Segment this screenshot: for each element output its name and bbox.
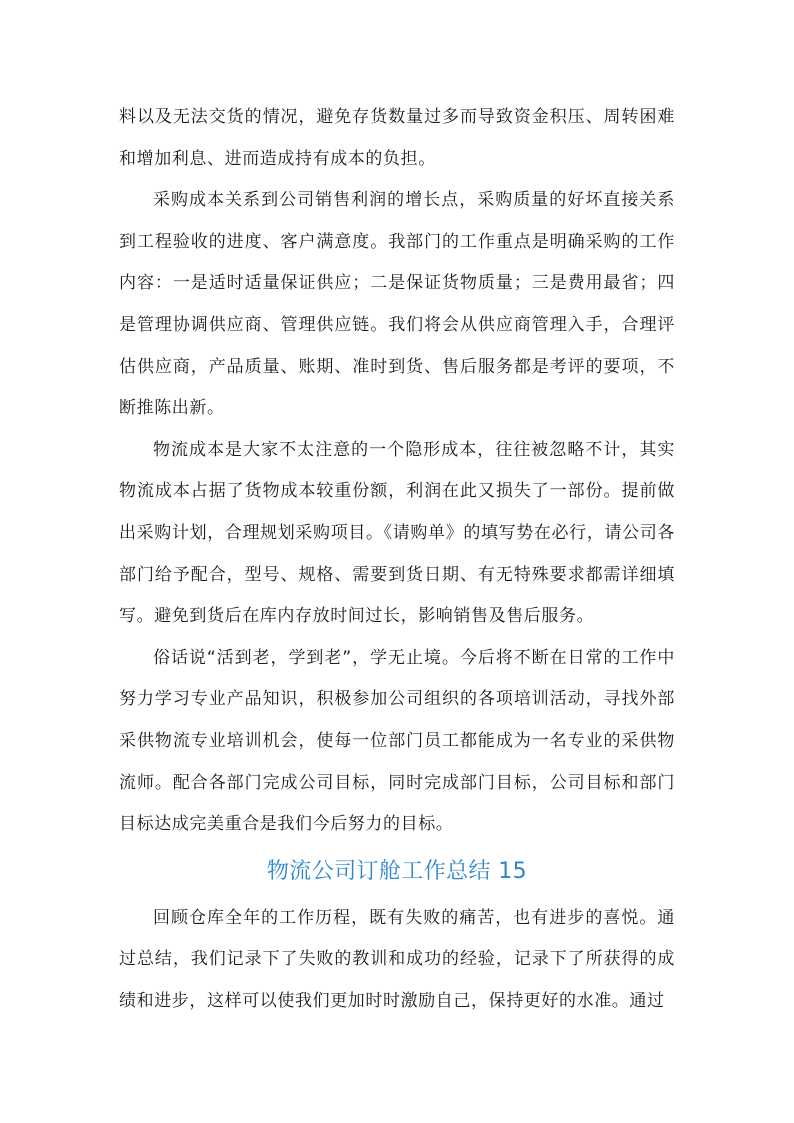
paragraph-5: 回顾仓库全年的工作历程，既有失败的痛苦，也有进步的喜悦。通过总结，我们记录下了失败的教训和成功的经验，记录下了所获得的成绩和进步，这样可以使我们更加时时激励自己，保持更好的水准。通过 (119, 907, 675, 1011)
paragraph-2: 采购成本关系到公司销售利润的增长点，采购质量的好坏直接关系到工程验收的进度、客户满意度。我部门的工作重点是明确采购的工作内容：一是适时适量保证供应；二是保证货物质量；三是费用最省；四是管理协调供应商、管理供应链。我们将会从供应商管理入手，合理评估供应商，产品质量、账期、准时到货、售后服务都是考评的要项，不断推陈出新。 (119, 190, 675, 419)
document-body (119, 97, 675, 1022)
paragraph-3: 物流成本是大家不太注意的一个隐形成本，往往被忽略不计，其实物流成本占据了货物成本较重份额，利润在此又损失了一部份。提前做出采购计划，合理规划采购项目。《请购单》的填写势在必行，请公司各部门给予配合，型号、规格、需要到货日期、有无特殊要求都需详细填写。避免到货后在库内存放时间过长，影响销售及售后服务。 (119, 439, 675, 627)
section-heading: 物流公司订舱工作总结 15 (266, 858, 528, 884)
paragraph-4: 俗话说“活到老，学到老”，学无止境。今后将不断在日常的工作中努力学习专业产品知识，积极参加公司组织的各项培训活动，寻找外部采供物流专业培训机会，使每一位部门员工都能成为一名专业的采供物流师。配合各部门完成公司目标，同时完成部门目标，公司目标和部门目标达成完美重合是我们今后努力的目标。 (119, 647, 675, 835)
paragraph-1: 料以及无法交货的情况，避免存货数量过多而导致资金积压、周转困难和增加利息、进而造成持有成本的负担。 (119, 107, 675, 169)
